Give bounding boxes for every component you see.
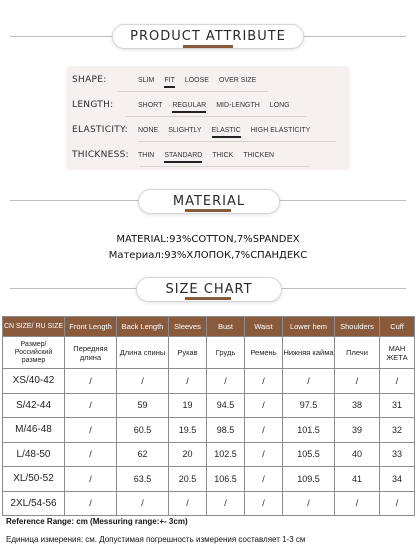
measure-cell: Рукав	[169, 337, 207, 369]
attribute-option: OVER SIZE	[218, 76, 257, 84]
measure-cell: Грудь	[207, 337, 245, 369]
measure-cell: Shoulders	[335, 317, 380, 337]
measure-cell: 63.5	[117, 467, 169, 492]
material-title-accent	[185, 209, 231, 212]
measure-cell: Плечи	[335, 337, 380, 369]
measure-cell: Front Length	[65, 317, 117, 337]
attribute-option: THICKEN	[243, 151, 275, 159]
attribute-row	[72, 97, 300, 113]
attribute-underline	[126, 116, 306, 117]
attribute-row	[72, 72, 266, 88]
measure-cell: /	[117, 491, 169, 516]
measure-cell: /	[65, 467, 117, 492]
table-row	[3, 418, 415, 443]
measure-cell: 105.5	[283, 442, 335, 467]
measure-cell: /	[245, 491, 283, 516]
attribute-title-accent	[183, 45, 233, 48]
measure-cell: 106.5	[207, 467, 245, 492]
attribute-underline	[138, 141, 336, 142]
measure-cell: 19	[169, 393, 207, 418]
measure-cell: /	[65, 491, 117, 516]
attribute-option: NONE	[138, 126, 159, 134]
measure-cell: Нижняя кайма	[283, 337, 335, 369]
product-attribute-title: PRODUCT ATTRIBUTE	[112, 24, 304, 49]
measure-cell: /	[283, 491, 335, 516]
attribute-label: LENGTH:	[72, 100, 114, 110]
measure-cell: Передняя длина	[65, 337, 117, 369]
measure-cell: /	[117, 369, 169, 394]
attribute-option-selected: ELASTIC	[211, 126, 241, 134]
measure-cell: МАН ЖЕТА	[380, 337, 415, 369]
measure-cell: 98.5	[207, 418, 245, 443]
measure-cell: /	[380, 491, 415, 516]
measure-cell: 31	[380, 393, 415, 418]
measure-cell: /	[283, 369, 335, 394]
measure-cell: Waist	[245, 317, 283, 337]
material-title: MATERIAL	[138, 189, 280, 214]
measure-cell: 19.5	[169, 418, 207, 443]
attribute-option: MID-LENGTH	[216, 101, 260, 109]
measure-cell: /	[245, 393, 283, 418]
measure-cell: /	[207, 491, 245, 516]
attribute-option: SHORT	[138, 101, 163, 109]
size-cell: M/46-48	[3, 418, 65, 443]
measure-cell: 97.5	[283, 393, 335, 418]
measure-cell: /	[245, 418, 283, 443]
table-row	[3, 491, 415, 516]
reference-range-note-ru: Единица измерения: см. Допустимая погрешность измерения составляет 1-3 см	[6, 535, 306, 544]
attribute-row	[72, 147, 284, 163]
measure-cell: 38	[335, 393, 380, 418]
reference-range-note: Reference Range: cm (Messuring range:+- 3cm)	[6, 517, 188, 526]
measure-cell: 102.5	[207, 442, 245, 467]
measure-cell: /	[65, 369, 117, 394]
attribute-option: THICK	[212, 151, 234, 159]
measure-cell: Длина спины	[117, 337, 169, 369]
table-row	[3, 393, 415, 418]
material-english: MATERIAL:93%COTTON,7%SPANDEX	[116, 234, 300, 245]
measure-cell: /	[65, 393, 117, 418]
size-cell: L/48-50	[3, 442, 65, 467]
size-table	[2, 316, 415, 516]
attribute-underline	[118, 91, 268, 92]
size-title-accent	[185, 297, 231, 300]
measure-cell: 33	[380, 442, 415, 467]
measure-cell: 40	[335, 442, 380, 467]
measure-cell: Sleeves	[169, 317, 207, 337]
attribute-option: THIN	[138, 151, 155, 159]
measure-cell: 20	[169, 442, 207, 467]
measure-cell: /	[207, 369, 245, 394]
size-cell: 2XL/54-56	[3, 491, 65, 516]
size-cell: XL/50-52	[3, 467, 65, 492]
table-row	[3, 442, 415, 467]
measure-cell: /	[169, 369, 207, 394]
measure-cell: 62	[117, 442, 169, 467]
measure-cell: Ремень	[245, 337, 283, 369]
measure-cell: /	[245, 467, 283, 492]
measure-cell: 94.5	[207, 393, 245, 418]
measure-cell: Bust	[207, 317, 245, 337]
measure-cell: /	[335, 491, 380, 516]
attribute-option-selected: STANDARD	[164, 151, 203, 159]
table-row	[3, 369, 415, 394]
measure-cell: /	[245, 369, 283, 394]
size-cell: S/42-44	[3, 393, 65, 418]
attribute-row	[72, 122, 320, 138]
attribute-option-selected: REGULAR	[172, 101, 207, 109]
attribute-option: SLIGHTLY	[168, 126, 202, 134]
attribute-option-selected: FIT	[164, 76, 175, 84]
measure-cell: 59	[117, 393, 169, 418]
table-row	[3, 467, 415, 492]
size-cell: Размер/ Российский размер	[3, 337, 65, 369]
measure-cell: Lower hem	[283, 317, 335, 337]
measure-cell: /	[380, 369, 415, 394]
measure-cell: 60.5	[117, 418, 169, 443]
attribute-underline	[140, 166, 310, 167]
measure-cell: /	[245, 442, 283, 467]
attribute-option: LONG	[269, 101, 290, 109]
measure-cell: 34	[380, 467, 415, 492]
measure-cell: 32	[380, 418, 415, 443]
measure-cell: /	[335, 369, 380, 394]
size-chart-title: SIZE CHART	[136, 277, 282, 302]
measure-cell: /	[65, 418, 117, 443]
size-cell: CN SIZE/ RU SIZE	[3, 317, 65, 337]
attribute-option: SLIM	[138, 76, 155, 84]
measure-cell: 41	[335, 467, 380, 492]
material-russian: Материал:93%ХЛОПОК,7%СПАНДЕКС	[108, 250, 308, 261]
attribute-label: THICKNESS:	[72, 150, 129, 160]
measure-cell: Back Length	[117, 317, 169, 337]
measure-cell: 39	[335, 418, 380, 443]
measure-cell: 20.5	[169, 467, 207, 492]
attribute-label: SHAPE:	[72, 75, 107, 85]
attribute-label: ELASTICITY:	[72, 125, 128, 135]
size-cell: XS/40-42	[3, 369, 65, 394]
measure-cell: 109.5	[283, 467, 335, 492]
attribute-option: LOOSE	[184, 76, 209, 84]
measure-cell: Cuff	[380, 317, 415, 337]
table-header-row-ru	[3, 337, 415, 369]
attribute-option: HIGH ELASTICITY	[250, 126, 311, 134]
table-header-row-en	[3, 317, 415, 337]
measure-cell: /	[65, 442, 117, 467]
measure-cell: /	[169, 491, 207, 516]
measure-cell: 101.5	[283, 418, 335, 443]
